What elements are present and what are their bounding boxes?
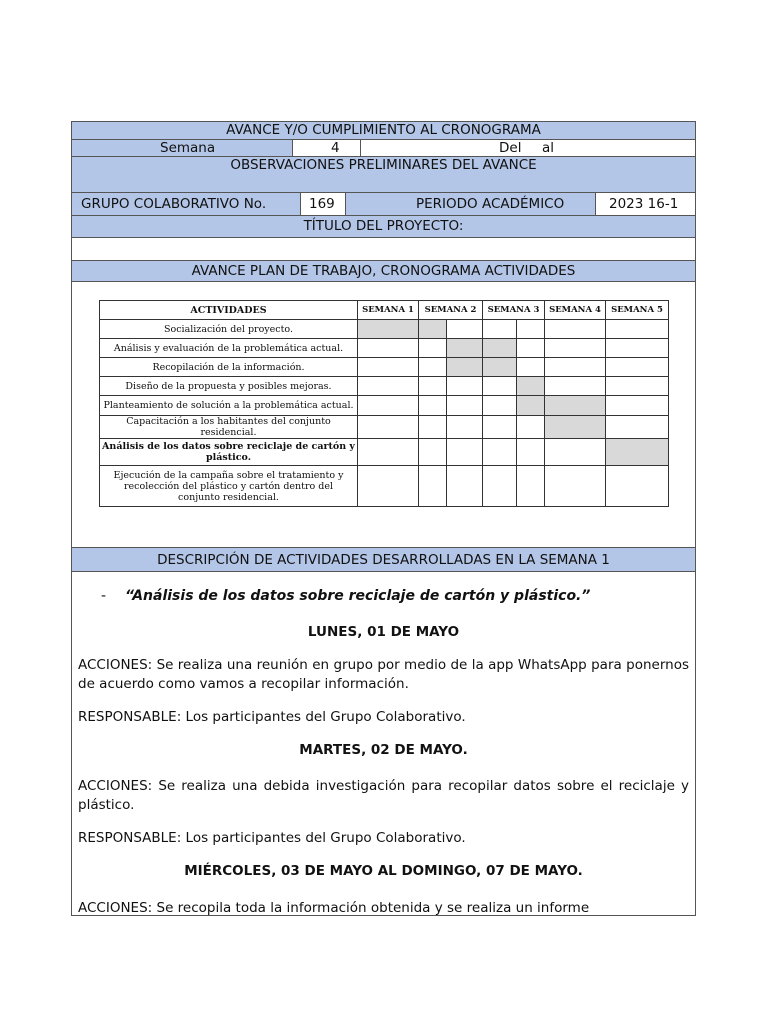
schedule-row [100,320,669,339]
week-cell [419,339,447,358]
week-cell [358,358,419,377]
week-cell [545,439,606,466]
week-cell [517,320,545,339]
period-value: 2023 16-1 [609,196,679,212]
report-title-text: AVANCE Y/O CUMPLIMIENTO AL CRONOGRAMA [226,122,541,138]
progress-report-form [71,121,696,916]
week-cell [447,466,483,507]
observations-text: OBSERVACIONES PRELIMINARES DEL AVANCE [230,157,537,173]
activity-cell: Análisis de los datos sobre reciclaje de cartón y plástico. [100,439,358,466]
week-cell [483,396,517,416]
day-3-actions: ACCIONES: Se recopila toda la información obtenida y se realiza un informe [78,900,590,916]
schedule-header-row [100,301,669,320]
week-cell [606,358,669,377]
week-cell [358,416,419,439]
week-cell [447,416,483,439]
week-cell [358,439,419,466]
week-cell [358,466,419,507]
week-cell [606,377,669,396]
day-2-responsible: RESPONSABLE: Los participantes del Grupo Colaborativo. [78,830,466,846]
group-row [72,193,695,216]
header-week-5: SEMANA 5 [606,301,669,320]
week-cell [545,339,606,358]
week-cell [447,439,483,466]
group-value-cell [301,193,346,215]
week-cell [517,439,545,466]
day-1-responsible: RESPONSABLE: Los participantes del Grupo Colaborativo. [78,709,466,725]
week-cell [419,396,447,416]
week-cell [483,320,517,339]
schedule-row [100,339,669,358]
week-cell [545,416,606,439]
activity-cell: Socialización del proyecto. [100,320,358,339]
group-label: GRUPO COLABORATIVO No. [81,196,267,212]
week-cell [545,377,606,396]
schedule-body [100,320,669,507]
week-cell [447,339,483,358]
activity-cell: Planteamiento de solución a la problemática actual. [100,396,358,416]
day-2-actions: ACCIONES: Se realiza una debida investigación para recopilar datos sobre el reciclaje y plástico. [78,778,689,813]
group-value: 169 [309,196,335,212]
report-title [72,122,695,140]
project-title-label-row [72,216,695,238]
week-cell [517,339,545,358]
week-cell [483,439,517,466]
week-cell [483,416,517,439]
activity-cell: Recopilación de la información. [100,358,358,377]
period-label: PERIODO ACADÉMICO [416,196,565,212]
week-cell [447,396,483,416]
week-cell [545,358,606,377]
week-cell [606,320,669,339]
plan-title: AVANCE PLAN DE TRABAJO, CRONOGRAMA ACTIVIDADES [191,263,576,279]
week-cell [419,439,447,466]
plan-title-row [72,261,695,282]
week-cell [419,466,447,507]
al-label: al [542,140,555,156]
project-title-value-row [72,238,695,261]
activity-cell: Capacitación a los habitantes del conjunto residencial. [100,416,358,439]
week-cell [517,377,545,396]
week-cell [545,396,606,416]
week-cell [606,416,669,439]
activity-cell: Diseño de la propuesta y posibles mejoras. [100,377,358,396]
schedule-table [99,300,669,507]
header-week-2: SEMANA 2 [419,301,483,320]
week-cell [419,358,447,377]
week-cell [517,416,545,439]
description-title-row [72,547,695,572]
observations-row [72,157,695,193]
day-heading-3: MIÉRCOLES, 03 DE MAYO AL DOMINGO, 07 DE MAYO. [184,863,583,879]
week-cell [545,320,606,339]
week-row [72,140,695,157]
semana-value-cell [293,140,361,156]
week-cell [517,466,545,507]
week-cell [606,339,669,358]
period-label-cell [346,193,596,215]
week-cell [545,466,606,507]
week-cell [358,396,419,416]
schedule-row [100,358,669,377]
activity-cell: Análisis y evaluación de la problemática actual. [100,339,358,358]
week-cell [419,416,447,439]
week-cell [517,396,545,416]
semana-label: Semana [160,140,216,156]
semana-label-cell [72,140,293,156]
header-week-3: SEMANA 3 [483,301,545,320]
schedule-row [100,396,669,416]
date-range-cell [361,140,695,156]
week-cell [606,466,669,507]
week-cell [419,320,447,339]
group-label-cell [72,193,301,215]
day-1-actions: ACCIONES: Se realiza una reunión en grupo por medio de la app WhatsApp para ponernos de acuerdo como vamos a recopilar información. [78,657,689,692]
week-cell [419,377,447,396]
week-cell [358,377,419,396]
semana-value: 4 [331,140,340,156]
week-cell [483,377,517,396]
bullet-dash: - [101,588,107,604]
week-cell [447,358,483,377]
header-activities: ACTIVIDADES [100,301,358,320]
week-cell [517,358,545,377]
day-heading-1: LUNES, 01 DE MAYO [307,624,460,640]
schedule-row [100,377,669,396]
project-title-label: TÍTULO DEL PROYECTO: [303,218,464,234]
description-title: DESCRIPCIÓN DE ACTIVIDADES DESARROLLADAS EN LA SEMANA 1 [157,552,610,568]
week-cell [483,466,517,507]
schedule-row [100,439,669,466]
week-cell [606,396,669,416]
week-cell [447,320,483,339]
activity-quote: “Análisis de los datos sobre reciclaje de cartón y plástico.” [125,588,591,604]
header-week-1: SEMANA 1 [358,301,419,320]
week-cell [358,320,419,339]
day-heading-2: MARTES, 02 DE MAYO. [299,742,468,758]
schedule-row [100,416,669,439]
activity-cell: Ejecución de la campaña sobre el tratamiento y recolección del plástico y cartón dentro del conjunto residencial. [100,466,358,507]
period-value-cell [596,193,695,215]
week-cell [483,358,517,377]
week-cell [483,339,517,358]
week-cell [606,439,669,466]
header-week-4: SEMANA 4 [545,301,606,320]
schedule-row [100,466,669,507]
week-cell [358,339,419,358]
del-label: Del [499,140,522,156]
week-cell [447,377,483,396]
